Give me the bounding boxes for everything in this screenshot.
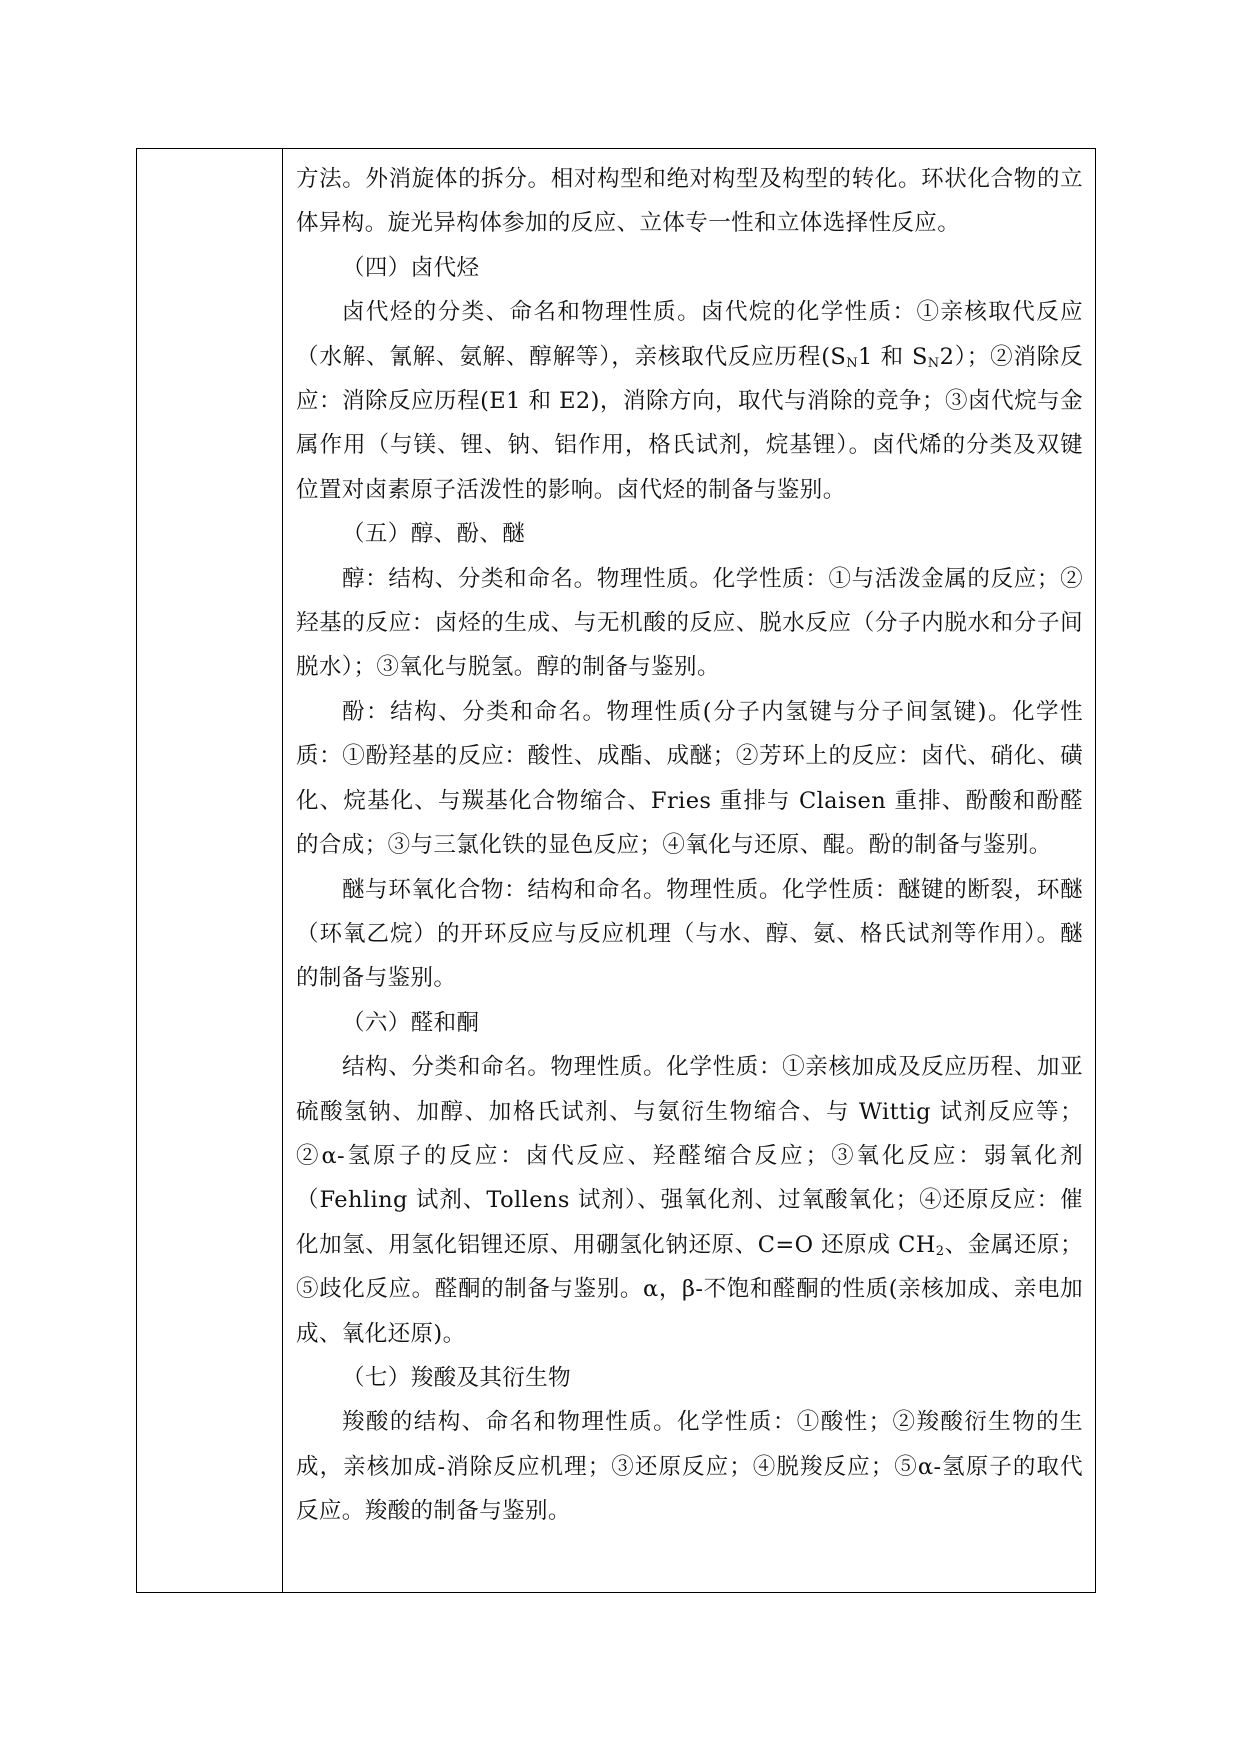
section-heading-haloalkanes: （四）卤代烃	[342, 254, 480, 281]
paragraph-carboxylic-acids: 羧酸的结构、命名和物理性质。化学性质：①酸性；②羧酸衍生物的生成，亲核加成-消除反应机理；③还原反应；④脱羧反应；⑤α-氢原子的取代反应。羧酸的制备与鉴别。	[296, 1409, 1083, 1525]
paragraph-phenols: 酚：结构、分类和命名。物理性质(分子内氢键与分子间氢键)。化学性质：①酚羟基的反应：酸性、成酯、成醚；②芳环上的反应：卤代、硝化、磺化、烷基化、与羰基化合物缩合、Fries 重排与 Claisen 重排、酚酸和酚醛的合成；③与三氯化铁的显色反应；④氧化与还原、醌。酚的制备与鉴别。	[296, 698, 1083, 859]
paragraph-haloalkanes: 卤代烃的分类、命名和物理性质。卤代烷的化学性质：①亲核取代反应（水解、氰解、氨解、醇解等），亲核取代反应历程($S_N1$ 和 $S_N2$）；②消除反应：消除反应历程(E1 和 E2)，消除方向，取代与消除的竞争；③卤代烷与金属作用（与镁、锂、钠、铝作用，格氏试剂，烷基锂）。卤代烯的分类及双键位置对卤素原子活泼性的影响。卤代烃的制备与鉴别。	[296, 299, 1083, 503]
table-left-column	[137, 149, 283, 1592]
section-heading-aldehydes-ketones: （六）醛和酮	[342, 1009, 480, 1036]
syllabus-table	[136, 148, 1096, 1593]
paragraph-alcohols: 醇：结构、分类和命名。物理性质。化学性质：①与活泼金属的反应；②羟基的反应：卤烃的生成、与无机酸的反应、脱水反应（分子内脱水和分子间脱水）；③氧化与脱氢。醇的制备与鉴别。	[296, 565, 1083, 681]
paragraph-aldehydes-ketones: 结构、分类和命名。物理性质。化学性质：①亲核加成及反应历程、加亚硫酸氢钠、加醇、加格氏试剂、与氨衍生物缩合、与 Wittig 试剂反应等；②α-氢原子的反应：卤代反应、羟醛缩合反应；③氧化反应：弱氧化剂（Fehling 试剂、Tollens 试剂）、强氧化剂、过氧酸氧化；④还原反应：催化加氢、用氢化铝锂还原、用硼氢化钠还原、C=O 还原成 $CH_2$、金属还原；⑤歧化反应。醛酮的制备与鉴别。α，β-不饱和醛酮的性质(亲核加成、亲电加成、氧化还原)。	[296, 1054, 1083, 1347]
section-heading-alcohols-phenols-ethers: （五）醇、酚、醚	[342, 521, 526, 548]
paragraph-stereochemistry-cont: 方法。外消旋体的拆分。相对构型和绝对构型及构型的转化。环状化合物的立体异构。旋光异构体参加的反应、立体专一性和立体选择性反应。	[296, 166, 1083, 237]
section-heading-carboxylic-acids: （七）羧酸及其衍生物	[342, 1364, 572, 1391]
table-content-cell	[283, 149, 1095, 1592]
paragraph-ethers: 醚与环氧化合物：结构和命名。物理性质。化学性质：醚键的断裂，环醚（环氧乙烷）的开环反应与反应机理（与水、醇、氨、格氏试剂等作用）。醚的制备与鉴别。	[296, 876, 1083, 992]
